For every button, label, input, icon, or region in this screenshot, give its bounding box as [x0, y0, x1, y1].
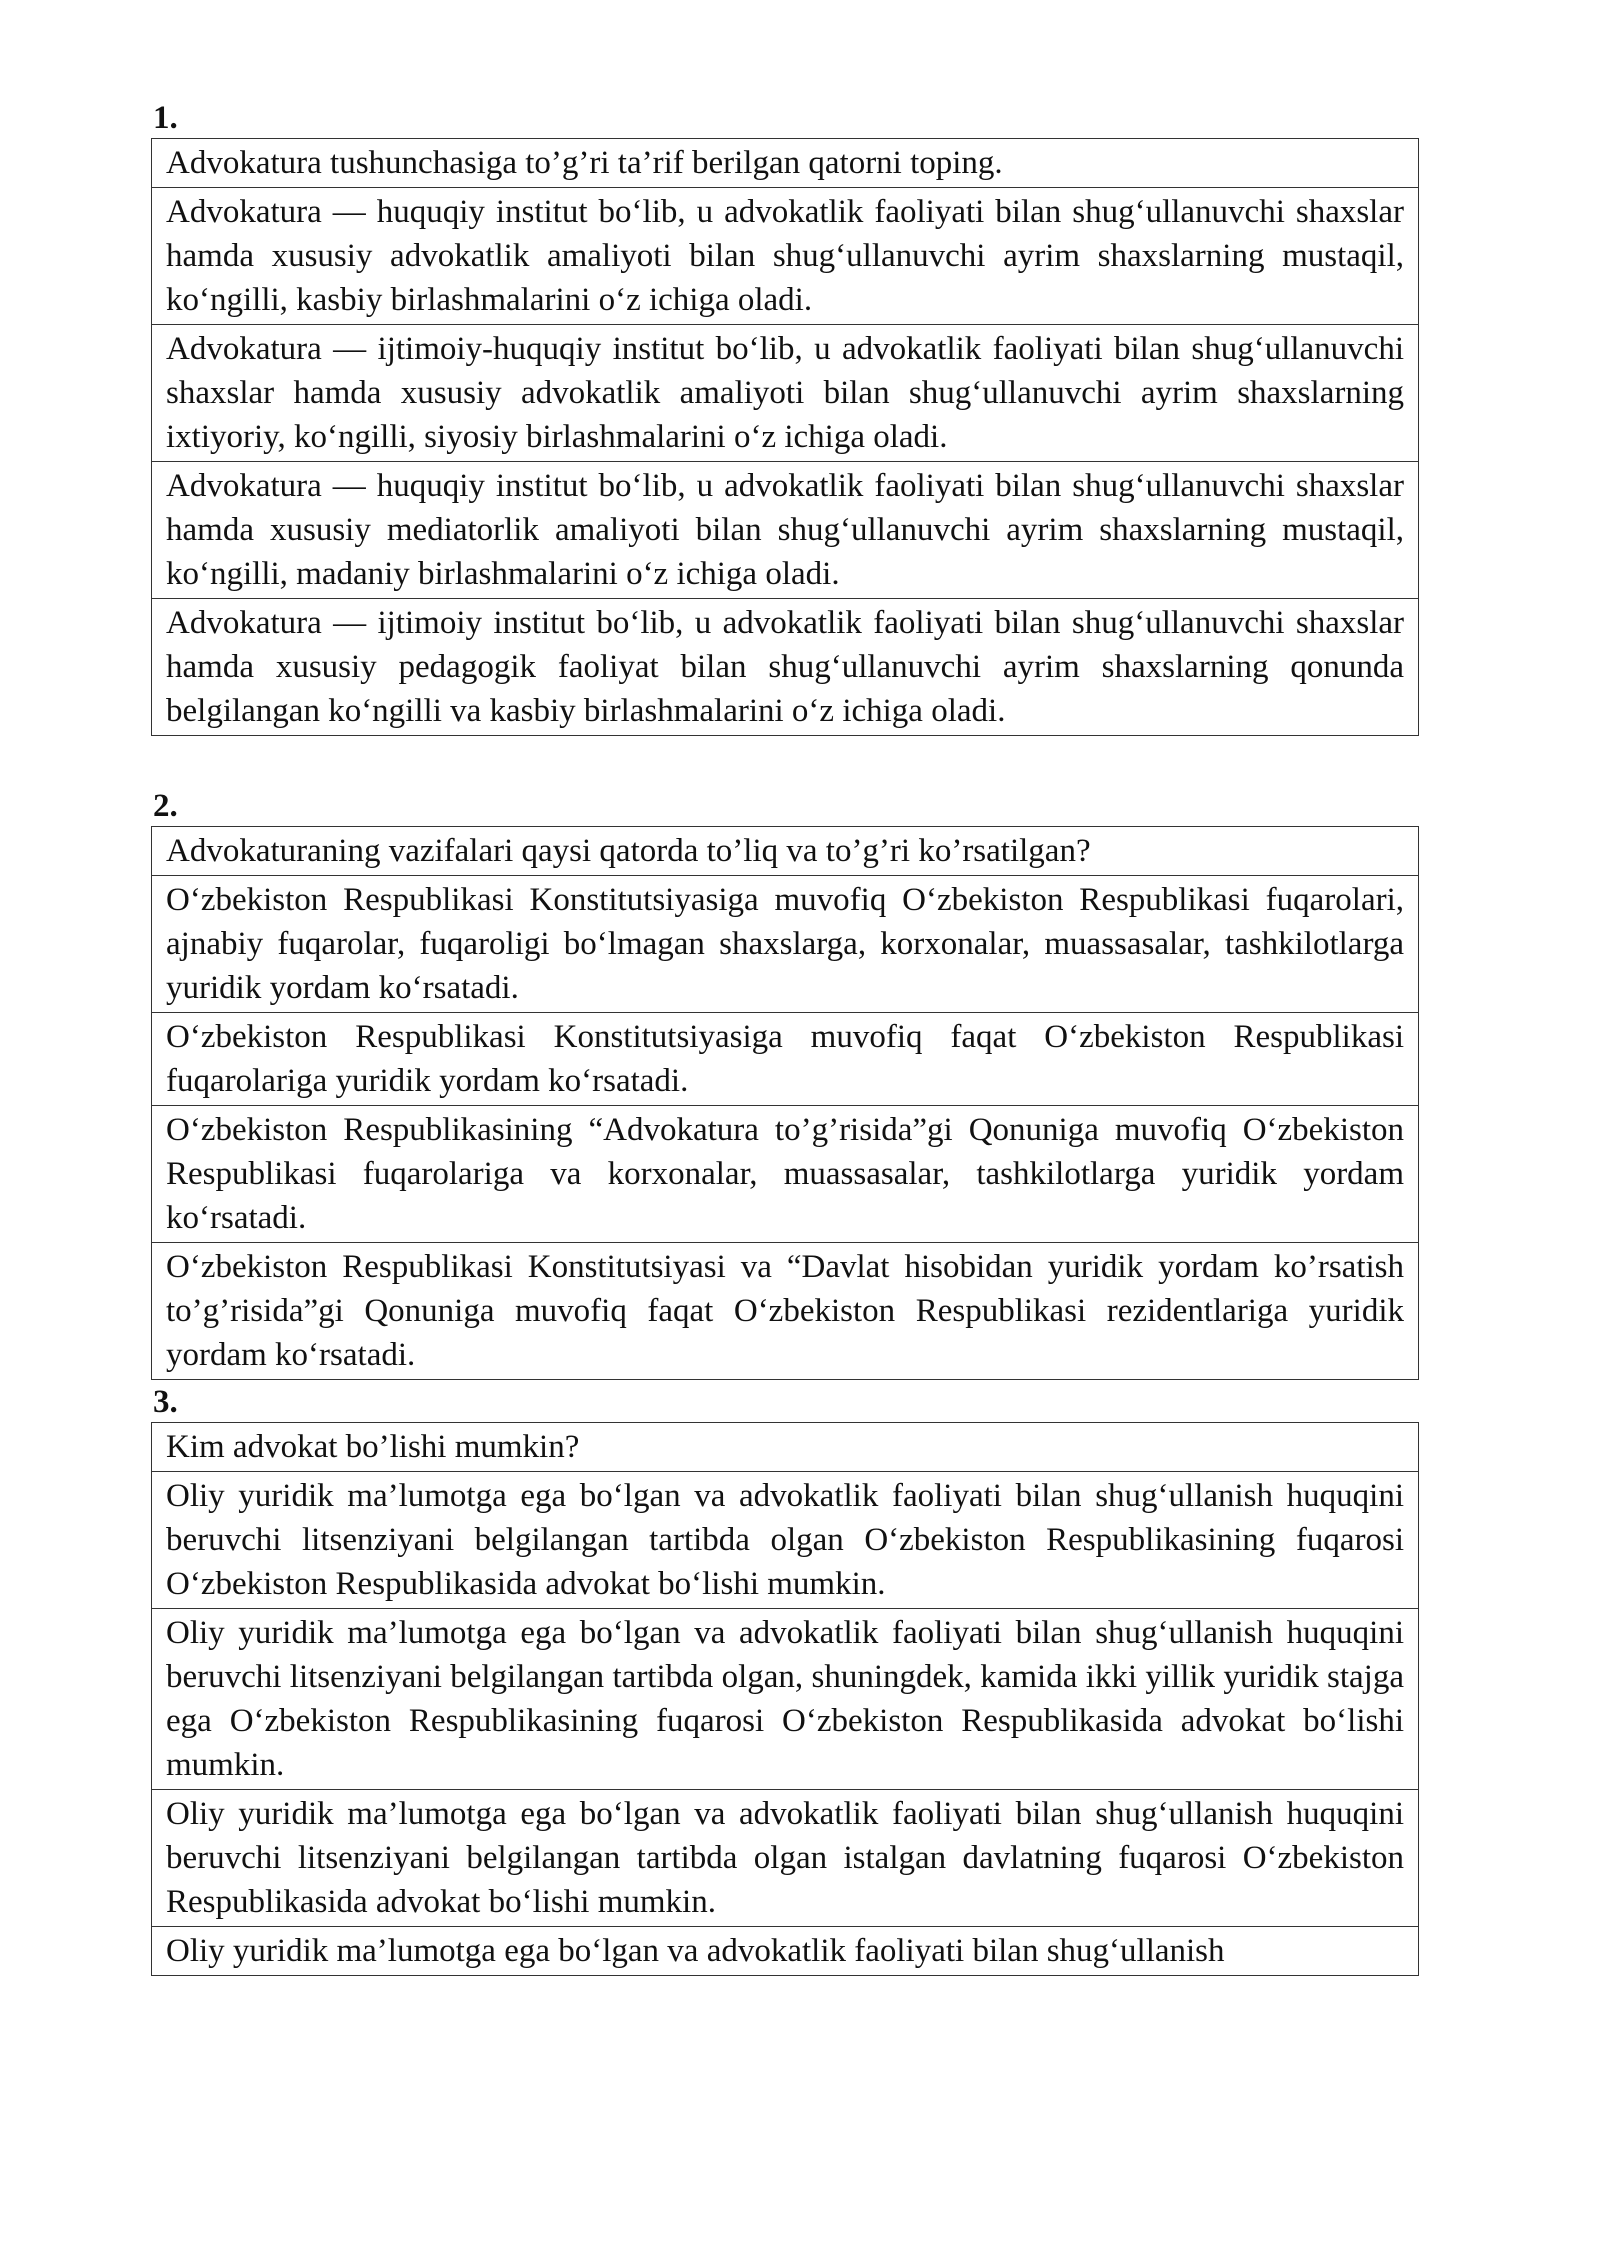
answer-option-row — [152, 188, 1419, 325]
question-stem-row — [152, 1423, 1419, 1472]
answer-option-row — [152, 1243, 1419, 1380]
question-number: 3. — [153, 1384, 178, 1420]
answer-option: Advokatura — huquqiy institut bo‘lib, u advokatlik faoliyati bilan shug‘ullanuvchi shaxslar hamda xususiy advokatlik amaliyoti bilan shug‘ullanuvchi ayrim shaxslarning mustaqil, ko‘ngilli, kasbiy birlashmalarini o‘z ichiga oladi. — [152, 188, 1419, 325]
answer-option-row — [152, 1609, 1419, 1790]
answer-option: O‘zbekiston Respublikasining “Advokatura to’g’risida”gi Qonuniga muvofiq O‘zbekiston Respublikasi fuqarolariga va korxonalar, muassasalar, tashkilotlarga yuridik yordam ko‘rsatadi. — [152, 1106, 1419, 1243]
question-stem-row — [152, 827, 1419, 876]
answer-option: Oliy yuridik ma’lumotga ega bo‘lgan va advokatlik faoliyati bilan shug‘ullanish — [152, 1927, 1419, 1976]
document-page — [151, 98, 1419, 1976]
question-stem-row — [152, 139, 1419, 188]
question-2 — [151, 786, 1419, 1380]
question-number: 2. — [153, 788, 178, 824]
question-stem: Advokaturaning vazifalari qaysi qatorda to’liq va to’g’ri ko’rsatilgan? — [152, 827, 1419, 876]
answer-option-row — [152, 325, 1419, 462]
answer-option: Oliy yuridik ma’lumotga ega bo‘lgan va advokatlik faoliyati bilan shug‘ullanish huquqini beruvchi litsenziyani belgilangan tartibda olgan istalgan davlatning fuqarosi O‘zbekiston Respublikasida advokat bo‘lishi mumkin. — [152, 1790, 1419, 1927]
answer-option-row — [152, 1927, 1419, 1976]
answer-option: Oliy yuridik ma’lumotga ega bo‘lgan va advokatlik faoliyati bilan shug‘ullanish huquqini beruvchi litsenziyani belgilangan tartibda olgan, shuningdek, kamida ikki yillik yuridik stajga ega O‘zbekiston Respublikasining fuqarosi O‘zbekiston Respublikasida advokat bo‘lishi mumkin. — [152, 1609, 1419, 1790]
question-stem: Advokatura tushunchasiga to’g’ri ta’rif berilgan qatorni toping. — [152, 139, 1419, 188]
question-1 — [151, 98, 1419, 736]
question-table — [151, 138, 1419, 736]
answer-option-row — [152, 1790, 1419, 1927]
answer-option: Advokatura — huquqiy institut bo‘lib, u advokatlik faoliyati bilan shug‘ullanuvchi shaxslar hamda xususiy mediatorlik amaliyoti bilan shug‘ullanuvchi ayrim shaxslarning mustaqil, ko‘ngilli, madaniy birlashmalarini o‘z ichiga oladi. — [152, 462, 1419, 599]
question-number: 1. — [153, 100, 178, 136]
question-stem: Kim advokat bo’lishi mumkin? — [152, 1423, 1419, 1472]
answer-option: O‘zbekiston Respublikasi Konstitutsiyasiga muvofiq faqat O‘zbekiston Respublikasi fuqarolariga yuridik yordam ko‘rsatadi. — [152, 1013, 1419, 1106]
answer-option-row — [152, 1013, 1419, 1106]
answer-option-row — [152, 462, 1419, 599]
question-table — [151, 826, 1419, 1380]
answer-option-row — [152, 599, 1419, 736]
answer-option: Oliy yuridik ma’lumotga ega bo‘lgan va advokatlik faoliyati bilan shug‘ullanish huquqini beruvchi litsenziyani belgilangan tartibda olgan O‘zbekiston Respublikasining fuqarosi O‘zbekiston Respublikasida advokat bo‘lishi mumkin. — [152, 1472, 1419, 1609]
question-table — [151, 1422, 1419, 1976]
answer-option-row — [152, 1472, 1419, 1609]
answer-option: O‘zbekiston Respublikasi Konstitutsiyasi va “Davlat hisobidan yuridik yordam ko’rsatish to’g’risida”gi Qonuniga muvofiq faqat O‘zbekiston Respublikasi rezidentlariga yuridik yordam ko‘rsatadi. — [152, 1243, 1419, 1380]
answer-option-row — [152, 1106, 1419, 1243]
question-3 — [151, 1382, 1419, 1976]
answer-option: Advokatura — ijtimoiy-huquqiy institut bo‘lib, u advokatlik faoliyati bilan shug‘ullanuvchi shaxslar hamda xususiy advokatlik amaliyoti bilan shug‘ullanuvchi ayrim shaxslarning ixtiyoriy, ko‘ngilli, siyosiy birlashmalarini o‘z ichiga oladi. — [152, 325, 1419, 462]
answer-option-row — [152, 876, 1419, 1013]
answer-option: O‘zbekiston Respublikasi Konstitutsiyasiga muvofiq O‘zbekiston Respublikasi fuqarolari, ajnabiy fuqarolar, fuqaroligi bo‘lmagan shaxslarga, korxonalar, muassasalar, tashkilotlarga yuridik yordam ko‘rsatadi. — [152, 876, 1419, 1013]
section-spacer — [151, 736, 1419, 786]
answer-option: Advokatura — ijtimoiy institut bo‘lib, u advokatlik faoliyati bilan shug‘ullanuvchi shaxslar hamda xususiy pedagogik faoliyat bilan shug‘ullanuvchi ayrim shaxslarning qonunda belgilangan ko‘ngilli va kasbiy birlashmalarini o‘z ichiga oladi. — [152, 599, 1419, 736]
